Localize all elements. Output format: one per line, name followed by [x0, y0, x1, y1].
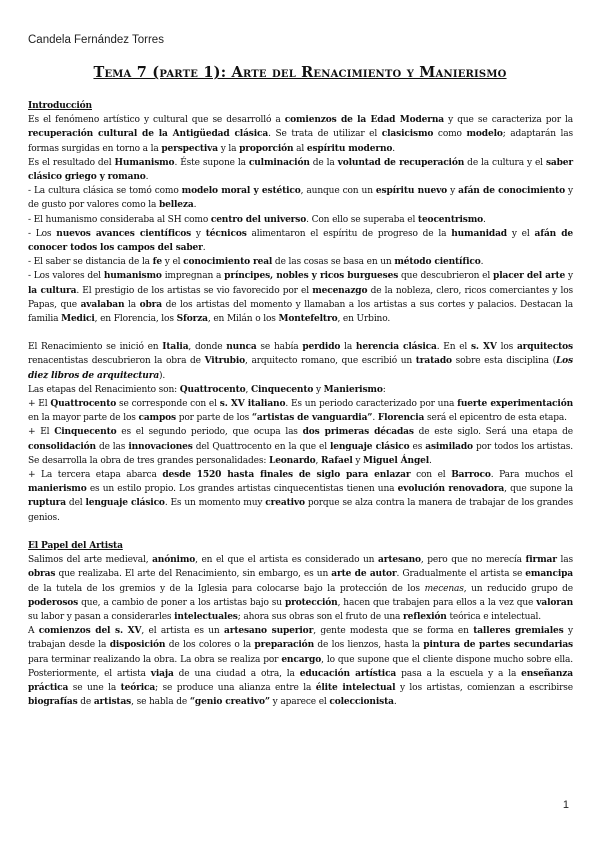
section-heading-introduccion: Introducción — [28, 101, 92, 111]
paragraph: Las etapas del Renacimiento son: Quattrocento, Cinquecento y Manierismo: — [28, 384, 386, 395]
section-heading-papel-del-artista: El Papel del Artista — [28, 540, 123, 551]
list-item: - El humanismo consideraba al SH como centro del universo. Con ello se superaba el teocentrismo. — [28, 214, 486, 225]
paragraph: El Renacimiento se inició en Italia, donde nunca se había perdido la herencia clásica. En el s. XV los arquitectos renacentistas descubrieron la obra de Vitrubio, arquitecto romano, que escribió un tratado sobre esta disciplina (Los diez libros de arquitectura). — [28, 342, 574, 381]
list-item: - Los valores del humanismo impregnan a príncipes, nobles y ricos burgueses que descubrieron el placer del arte y la cultura. El prestigio de los artistas se vio favorecido por el mecenazgo de la nobleza, clero, ricos comerciantes y los Papas, que avalaban la obra de los artistas del momento y llamaban a los artistas a sus cortes y palacios. Destacan la familia Medici, en Florencia, los Sforza, en Milán o los Montefeltro, en Urbino. — [28, 271, 573, 325]
list-item: + El Cinquecento es el segundo periodo, que ocupa las dos primeras décadas de este siglo. Será una etapa de consolidación de las innovaciones del Quattrocento en la que el lenguaje clásico es asimilado por todos los artistas. Se desarrolla la obra de tres grandes personalidades: Leonardo, Rafael y Miguel Ángel. — [28, 427, 573, 466]
author-name: Candela Fernández Torres — [28, 34, 164, 46]
list-item: - La cultura clásica se tomó como modelo moral y estético, aunque con un espíritu nuevo y afán de conocimiento y de gusto por valores como la belleza. — [28, 186, 573, 211]
list-item: - El saber se distancia de la fe y el conocimiento real de las cosas se basa en un método científico. — [28, 257, 484, 268]
paragraph: A comienzos del s. XV, el artista es un artesano superior, gente modesta que se forma en talleres gremiales y trabajan desde la disposición de los colores o la preparación de los lienzos, hasta la pintura de partes secundarias para terminar realizando la obra. La obra se realiza por encargo, lo que supone que el cliente dispone mucho sobre ella. Posteriormente, el artista viaja de una ciudad a otra, la educación artística pasa a la escuela y a la enseñanza práctica se une la teórica; se produce una alianza entre la élite intelectual y los artistas, comienzan a escribirse biografías de artistas, se habla de “genio creativo” y aparece el coleccionista. — [28, 626, 574, 708]
paragraph: Es el resultado del Humanismo. Éste supone la culminación de la voluntad de recuperación de la cultura y el saber clásico griego y romano. — [28, 157, 573, 183]
list-item: + La tercera etapa abarca desde 1520 hasta finales de siglo para enlazar con el Barroco. Para muchos el manierismo es un estilo propio. Los grandes artistas cinquecentistas tienen una evolución renovadora, que supone la ruptura del lenguaje clásico. Es un momento muy creativo porque se alza contra la manera de trabajar de los grandes genios. — [28, 470, 574, 523]
document-title: Tema 7 (parte 1): Arte del Renacimiento y Manierismo — [93, 64, 507, 81]
document-body — [28, 99, 573, 709]
list-item: - Los nuevos avances científicos y técnicos alimentaron el espíritu de progreso de la humanidad y el afán de conocer todos los campos del saber. — [28, 228, 573, 254]
paragraph: Es el fenómeno artístico y cultural que se desarrolló a comienzos de la Edad Moderna y que se caracteriza por la recuperación cultural de la Antigüedad clásica. Se trata de utilizar el clasicismo como modelo; adaptarán las formas surgidas en torno a la perspectiva y la proporción al espíritu moderno. — [28, 115, 573, 154]
list-item: + El Quattrocento se corresponde con el s. XV italiano. Es un periodo caracterizado por una fuerte experimentación en la mayor parte de los campos por parte de los “artistas de vanguardia”. Florencia será el epicentro de esta etapa. — [28, 399, 574, 424]
paragraph: Salimos del arte medieval, anónimo, en el que el artista es considerado un artesano, pero que no merecía firmar las obras que realizaba. El arte del Renacimiento, sin embargo, es un arte de autor. Gradualmente el artista se emancipa de la tutela de los gremios y de la Iglesia para colocarse bajo la protección de los mecenas, un reducido grupo de poderosos que, a cambio de poner a los artistas bajo su protección, hacen que trabajen para ellos a la vez que valoran su labor y pasan a considerarles intelectuales; ahora sus obras son el fruto de una reflexión teórica e intelectual. — [28, 555, 573, 622]
page-number: 1 — [562, 799, 569, 811]
